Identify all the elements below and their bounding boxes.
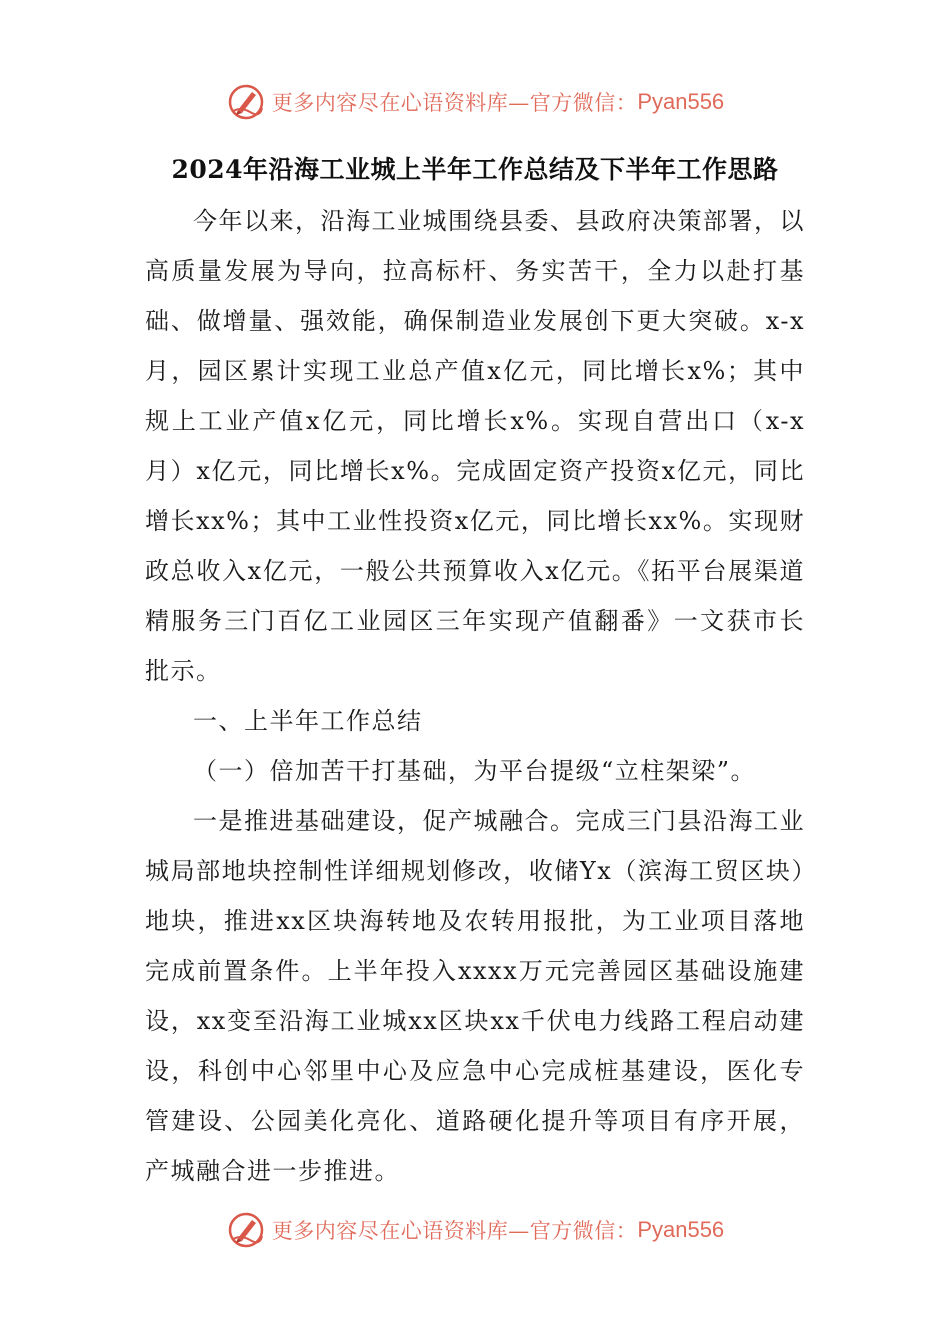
watermark-text: 更多内容尽在心语资料库—官方微信： (271, 1219, 638, 1243)
intro-paragraph: 今年以来，沿海工业城围绕县委、县政府决策部署，以高质量发展为导向，拉高标杆、务实苦干，全力以赴打基础、做增量、强效能，确保制造业发展创下更大突破。x-x月，园区累计实现工业总产值x亿元，同比增长x%；其中规上工业产值x亿元，同比增长x%。实现自营出口（x-x月）x亿元，同比增长x%。完成固定资产投资x亿元，同比增长xx%；其中工业性投资x亿元，同比增长xx%。实现财政总收入x亿元，一般公共预算收入x亿元。《拓平台展渠道精服务三门百亿工业园区三年实现产值翻番》一文获市长批示。 (145, 207, 805, 685)
watermark-footer (0, 1208, 950, 1252)
watermark-wechat-id: Pyan556 (637, 1217, 725, 1242)
watermark-text: 更多内容尽在心语资料库—官方微信： (271, 91, 638, 115)
watermark-header (0, 80, 950, 124)
pen-logo-icon (226, 1210, 266, 1250)
subsection-heading: （一）倍加苦干打基础，为平台提级“立柱架梁”。 (193, 757, 757, 785)
pen-logo-icon (226, 82, 266, 122)
watermark-wechat-id: Pyan556 (637, 89, 725, 114)
document-body (145, 196, 805, 1196)
body-paragraph: 一是推进基础建设，促产城融合。完成三门县沿海工业城局部地块控制性详细规划修改，收储Yx（滨海工贸区块）地块，推进xx区块海转地及农转用报批，为工业项目落地完成前置条件。上半年投入xxxx万元完善园区基础设施建设，xx变至沿海工业城xx区块xx千伏电力线路工程启动建设，科创中心邻里中心及应急中心完成桩基建设，医化专管建设、公园美化亮化、道路硬化提升等项目有序开展，产城融合进一步推进。 (145, 807, 805, 1185)
document-title: 2024年沿海工业城上半年工作总结及下半年工作思路 (171, 155, 779, 184)
section-heading: 一、上半年工作总结 (193, 707, 423, 735)
